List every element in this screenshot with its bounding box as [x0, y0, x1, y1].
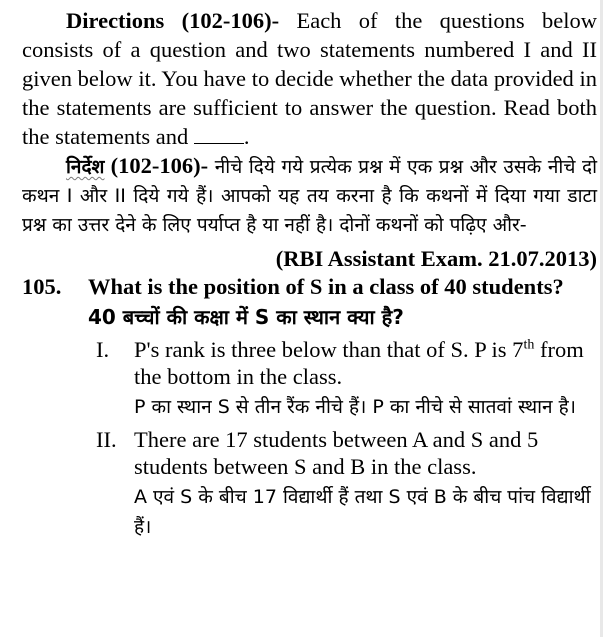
directions-text: Each of the questions below consists of a question and two statements numbered I and II given below it. You have to decide whether the data provided in the statements are sufficient to answer the question. Read both the statements and — [22, 8, 597, 149]
directions-paragraph — [22, 6, 597, 151]
statement-2-hi: A एवं S के बीच 17 विद्यार्थी हैं तथा S एवं B के बीच पांच विद्यार्थी हैं। — [134, 486, 591, 538]
question-row — [22, 273, 597, 300]
directions-end: . — [243, 124, 250, 149]
statement-1-en-sup: th — [523, 337, 535, 353]
statement-1-number: I. — [96, 337, 110, 362]
statement-2 — [96, 426, 597, 542]
directions-label: Directions (102-106)- — [66, 8, 280, 33]
statement-1-en — [134, 336, 597, 390]
question-text-hi: 40 बच्चों की कक्षा में S का स्थान क्या है? — [88, 305, 404, 329]
statement-1 — [96, 336, 597, 422]
hindi-directions-range: (102-106)- — [104, 153, 209, 178]
statement-1-hi: P का स्थान S से तीन रैंक नीचे हैं। P का नीचे से सातवां स्थान है। — [134, 396, 576, 418]
exam-source: (RBI Assistant Exam. 21.07.2013) — [275, 246, 597, 271]
statement-1-en-post: from the bottom in the class. — [134, 337, 584, 389]
statement-2-number: II. — [96, 427, 117, 452]
hindi-directions-paragraph — [22, 151, 597, 240]
statement-2-en: There are 17 students between A and S and 5 students between S and B in the class. — [134, 427, 539, 479]
answer-blank — [194, 125, 244, 144]
question-number: 105. — [22, 274, 62, 299]
statement-1-en-pre: P's rank is three below than that of S. P is 7 — [134, 337, 524, 362]
question-text-en: What is the position of S in a class of 40 students? — [88, 274, 564, 299]
hindi-directions-text: नीचे दिये गये प्रत्येक प्रश्न में एक प्रश्न और उसके नीचे दो कथन I और II दिये गये हैं। आपको यह तय करना है कि कथनों में दिया गया डाटा प्रश्न का उत्तर देने के लिए पर्याप्त है या नहीं है। दोनों कथनों को पढ़िए और- — [22, 156, 597, 236]
hindi-directions-label: निर्देश — [66, 156, 105, 178]
